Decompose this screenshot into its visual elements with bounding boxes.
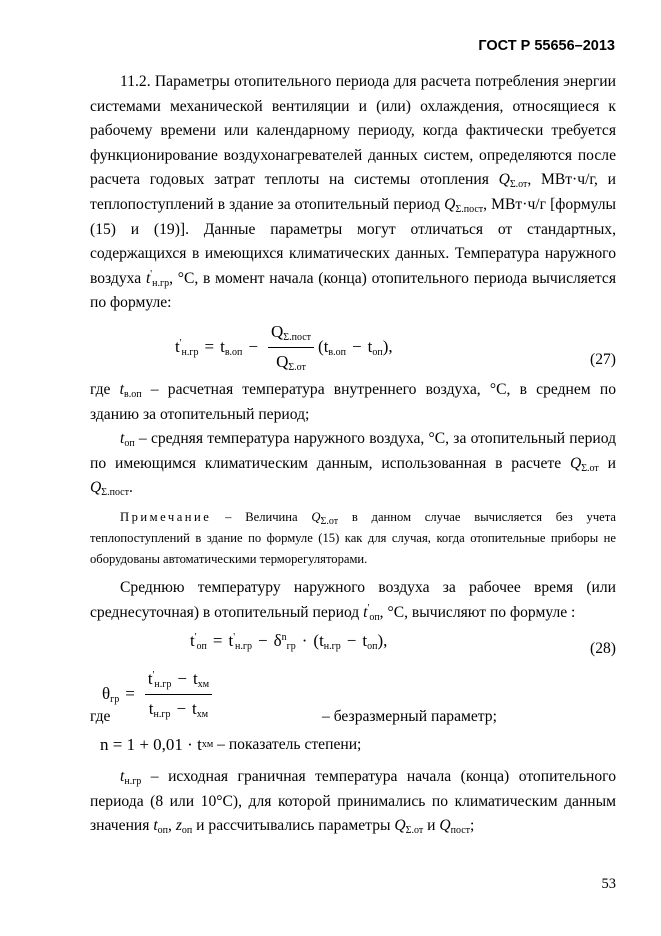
math-variable: $Q_{\Sigma.от}$: [394, 817, 424, 837]
text-run: Среднюю температуру наружного воздуха за рабочее время (или среднесуточная) в отопительный период: [90, 578, 616, 621]
note-label: Примечание: [120, 509, 212, 524]
text-run: 11.2. Параметры отопительного периода для расчета потребления энергии системами механической вентиляции и (или) охлаждения, относящиеся к рабочему времени или календарному периоду, когда фактически требуется функционирование воздухонагревателей данных систем, определяются после расчета годовых затрат теплоты на системы отопления: [90, 73, 616, 189]
paragraph-mean-temp: [90, 576, 616, 625]
text-run: в данном случае вычисляется без учета теплопоступлений в здание по формуле (15) как для случая, когда отопительные приборы не оборудованы автоматическими терморегуляторами.: [90, 509, 616, 566]
formula-27: $t'_{н.гр}$ = $t_{в.оп}$ − $\frac{Q_{\Sigma.пост}}{Q_{\Sigma.от}}$ $(t_{в.оп} - t_{оп})$, (27): [175, 321, 616, 373]
formula-number: (28): [590, 640, 616, 658]
text-run: – расчетная температура внутреннего воздуха, °С, в среднем по зданию за отопительный период;: [90, 380, 617, 423]
math-variable: $Q_{\Sigma.от}$: [311, 509, 339, 527]
math-variable: $Q_{\Sigma.пост}$: [90, 479, 129, 499]
text-run: – исходная граничная температура начала (конца) отопительного периода (8 или 10°С), для которой принимались по климатическим данным значения: [90, 768, 616, 835]
page-body: [90, 70, 616, 839]
text-run: – Величина: [211, 509, 312, 524]
math-variable: $Q_{пост}$: [439, 817, 471, 837]
paragraph-t-ngr: [90, 765, 616, 839]
text-run: , МВт·ч/г, и теплопоступлений в здание за отопительный период: [90, 171, 616, 213]
math-variable: $z_{оп}$: [175, 817, 193, 837]
math-variable: $t'_{оп}$: [363, 602, 380, 623]
text-run: где: [90, 380, 120, 398]
text-run: , °С, вычисляют по формуле :: [379, 603, 576, 621]
formula-28: $t'_{оп}$ = $t'_{н.гр}$ − $\delta^n_{гр}$ · $(t_{н.гр} - t_{оп})$, (28): [90, 625, 616, 667]
note: [90, 507, 616, 570]
n-formula: n = 1 + 0,01 · t хм – показатель степени;: [100, 735, 362, 755]
paragraph-where: [90, 378, 616, 427]
text-run: ;: [470, 817, 475, 835]
paragraph-t-op: [90, 427, 616, 501]
math-variable: $t_{в.оп}$: [119, 380, 142, 400]
text-run: и: [598, 454, 616, 472]
text-run: , МВт·ч/г [формулы (15) и (19)]. Данные параметры могут отличаться от стандартных, содержащихся в имеющихся климатических данных. Температура наружного воздуха: [90, 195, 617, 287]
math-variable: $t_{н.гр}$: [120, 768, 142, 788]
math-variable: $t_{оп}$: [153, 817, 169, 837]
math-variable: $t'_{н.гр}$: [145, 268, 170, 289]
text-run: ,: [168, 817, 176, 835]
text-run: .: [129, 479, 133, 497]
math-variable: $Q_{\Sigma.от}$: [569, 454, 599, 474]
text-run: , °С, в момент начала (конца) отопительного периода вычисляется по формуле:: [90, 269, 616, 312]
theta-formula: $\theta_{гр}$ = $\frac{t'_{н.гр} - t_{хм}}{t_{н.гр} - t_{хм}}$ где – безразмерный параметр;: [90, 669, 497, 726]
math-variable: $t_{оп}$: [120, 430, 135, 450]
page-number: 53: [601, 876, 616, 892]
text-run: и: [423, 817, 440, 835]
math-variable: $Q_{\Sigma.пост}$: [444, 195, 484, 215]
formula-number: (27): [590, 350, 616, 368]
math-variable: $Q_{\Sigma.от}$: [498, 171, 528, 191]
document-header: ГОСТ Р 55656–2013: [478, 38, 615, 54]
paragraph-11-2: [90, 70, 616, 316]
text-run: и рассчитывались параметры: [192, 817, 395, 835]
text-run: – средняя температура наружного воздуха, °С, за отопительный период по имеющимся климатическим данным, использованная в расчете: [90, 430, 616, 472]
